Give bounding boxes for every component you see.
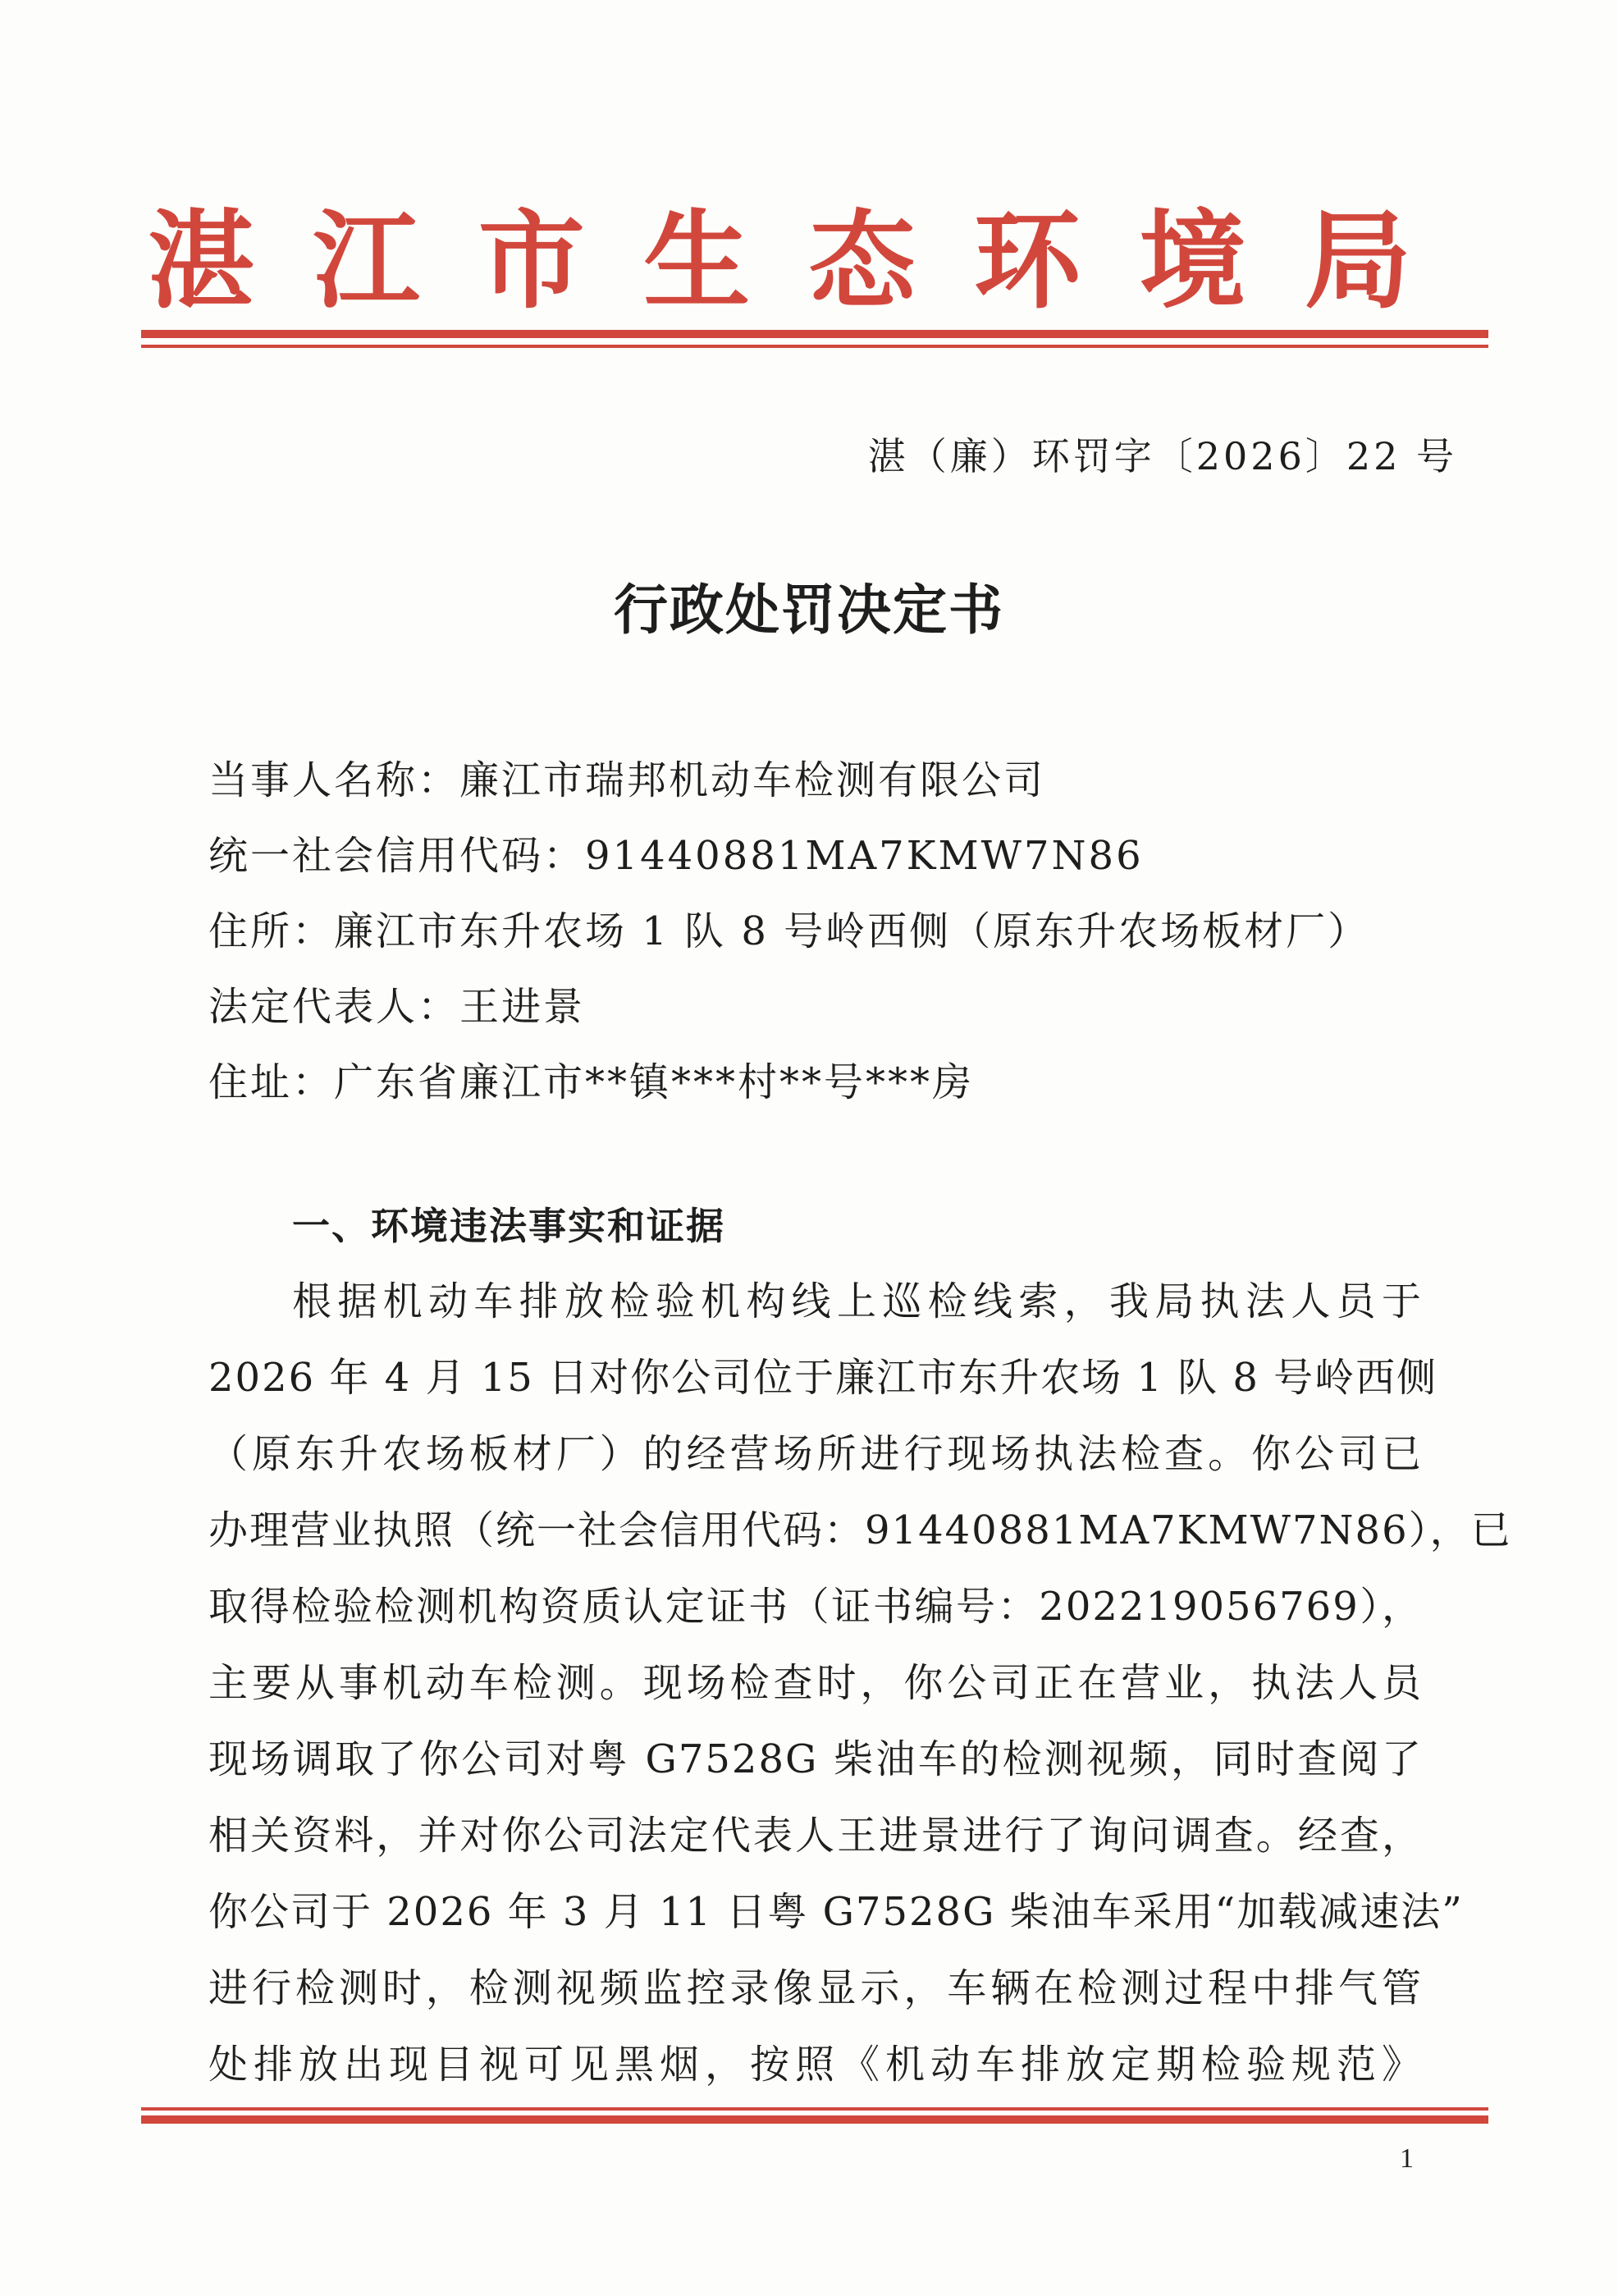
- party-address-line: 住址：广东省廉江市**镇***村**号***房: [208, 1059, 975, 1105]
- party-name-line: 当事人名称：廉江市瑞邦机动车检测有限公司: [208, 757, 1046, 803]
- body-line: （原东升农场板材厂）的经营场所进行现场执法检查。你公司已: [208, 1431, 1423, 1477]
- party-legal-rep-line: 法定代表人：王进景: [208, 984, 586, 1030]
- body-line: 你公司于 2026 年 3 月 11 日粤 G7528G 柴油车采用“加载减速法”: [208, 1889, 1464, 1935]
- page-number: 1: [1400, 2143, 1414, 2174]
- party-credit-code-line: 统一社会信用代码：91440881MA7KMW7N86: [208, 833, 1144, 879]
- party-info: [208, 743, 1488, 1120]
- agency-title-char: 生: [643, 198, 751, 323]
- agency-title: [139, 187, 1419, 335]
- agency-title-char: 局: [1304, 198, 1411, 323]
- body-line: 2026 年 4 月 15 日对你公司位于廉江市东升农场 1 队 8 号岭西侧: [208, 1355, 1438, 1401]
- footer-rule-thick: [141, 2115, 1488, 2124]
- agency-title-char: 江: [313, 198, 420, 323]
- body-line: 办理营业执照（统一社会信用代码：91440881MA7KMW7N86），已: [208, 1507, 1512, 1553]
- section-heading: 一、环境违法事实和证据: [292, 1204, 725, 1248]
- body-line: 主要从事机动车检测。现场检查时，你公司正在营业，执法人员: [208, 1660, 1423, 1706]
- document-title: 行政处罚决定书: [614, 578, 1004, 642]
- body-line: 处排放出现目视可见黑烟，按照《机动车排放定期检验规范》: [208, 2042, 1423, 2088]
- section-body: [208, 1264, 1512, 2103]
- body-line: 相关资料，并对你公司法定代表人王进景进行了询问调查。经查，: [208, 1813, 1423, 1859]
- agency-title-char: 态: [808, 198, 916, 323]
- document-number: 湛（廉）环罚字〔2026〕22 号: [867, 434, 1457, 478]
- footer-rule-thin: [141, 2107, 1488, 2111]
- agency-title-char: 市: [478, 198, 585, 323]
- party-residence-line: 住所：廉江市东升农场 1 队 8 号岭西侧（原东升农场板材厂）: [208, 908, 1370, 954]
- body-line: 取得检验检测机构资质认定证书（证书编号：202219056769），: [208, 1584, 1423, 1630]
- body-line: 进行检测时，检测视频监控录像显示，车辆在检测过程中排气管: [208, 1965, 1423, 2011]
- agency-title-char: 湛: [147, 198, 254, 323]
- body-line: 现场调取了你公司对粤 G7528G 柴油车的检测视频，同时查阅了: [208, 1736, 1423, 1782]
- body-line: 根据机动车排放检验机构线上巡检线索，我局执法人员于: [292, 1278, 1423, 1324]
- agency-title-char: 环: [974, 198, 1081, 323]
- header-rule-thick: [141, 330, 1488, 338]
- agency-title-char: 境: [1139, 198, 1246, 323]
- header-rule-thin: [141, 345, 1488, 348]
